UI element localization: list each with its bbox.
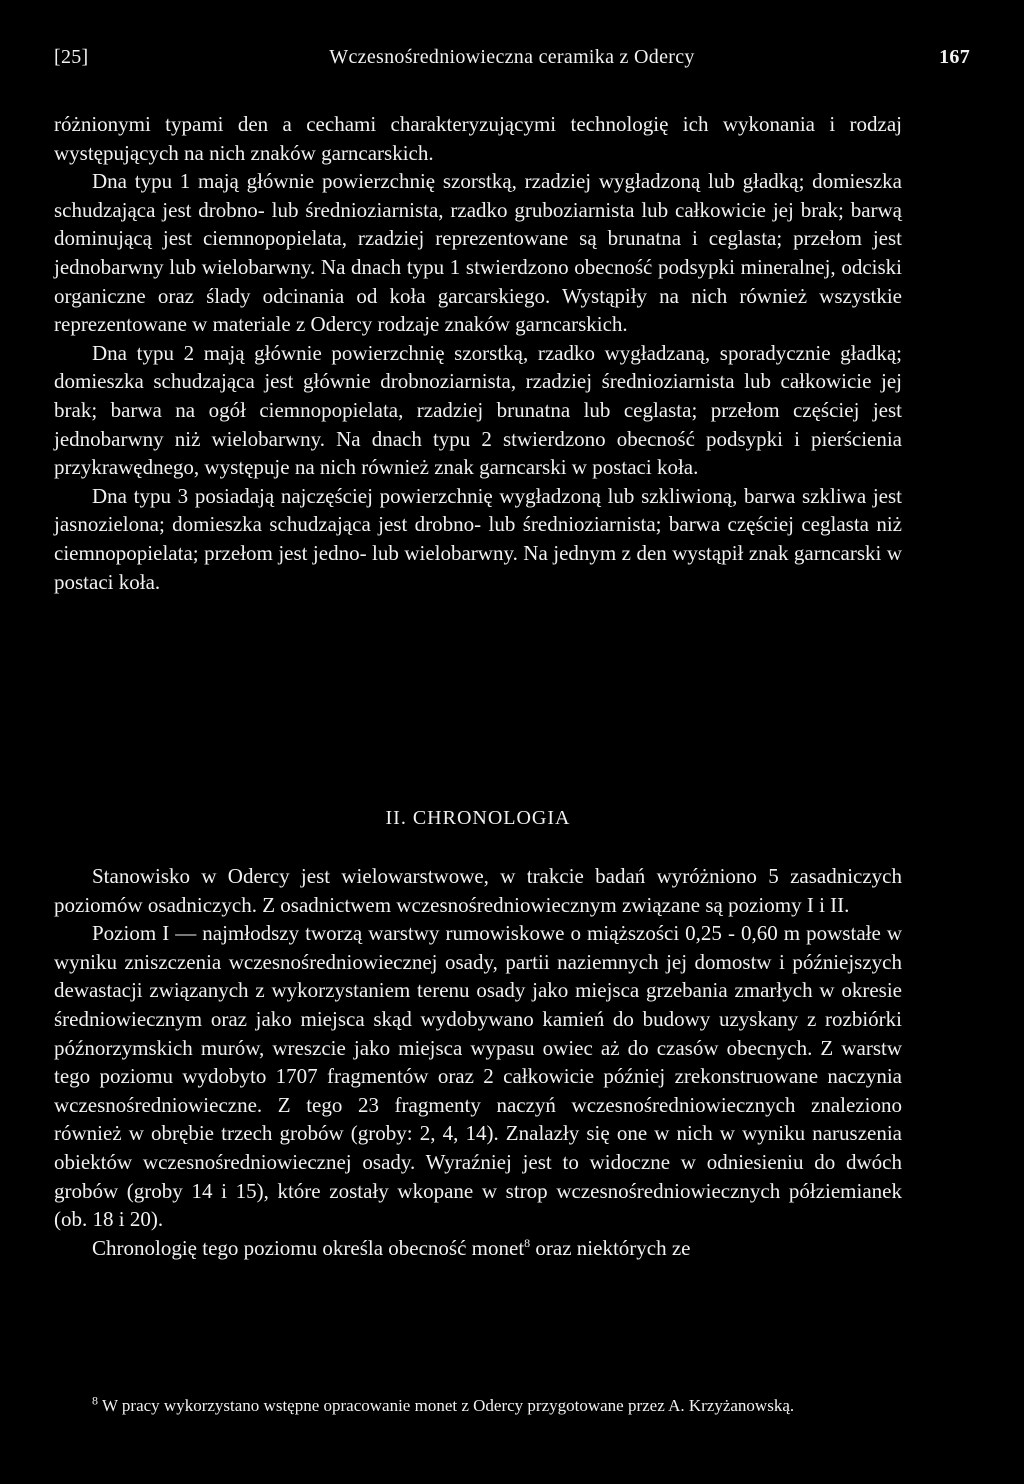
paragraph-text: Chronologię tego poziomu określa obecność monet bbox=[92, 1235, 525, 1260]
running-header bbox=[54, 46, 970, 78]
paragraph: Poziom I — najmłodszy tworzą warstwy rumowiskowe o miąższości 0,25 - 0,60 m powstałe w wyniku zniszczenia wczesnośredniowiecznej osady, partii naziemnych jej domostw i późniejszych dewastacji związanych z wykorzystaniem terenu osady jako miejsca grzebania zmarłych w okresie średniowiecznym oraz jako miejsca skąd wydobywano kamień do budowy uzyskany z rozbiórki późnorzymskich murów, wreszcie jako miejsca wypasu owiec aż do czasów obecnych. Z warstw tego poziomu wydobyto 1707 fragmentów oraz 2 całkowicie później zrekonstruowane naczynia wczesnośredniowieczne. Z tego 23 fragmenty naczyń wczesnośredniowiecznych znaleziono również w obrębie trzech grobów (groby: 2, 4, 14). Znalazły się one w nich w wyniku naruszenia obiektów wczesnośredniowiecznej osady. Wyraźniej jest to widoczne w odniesieniu do dwóch grobów (groby 14 i 15), które zostały wkopane w strop wczesnośredniowiecznych półziemianek (ob. 18 i 20). bbox=[54, 921, 902, 1232]
footnote-body: W pracy wykorzystano wstępne opracowanie monet z Odercy przygotowane przez A. Krzyżanowską. bbox=[98, 1396, 795, 1415]
paragraph: Dna typu 2 mają głównie powierzchnię szorstką, rzadko wygładzaną, sporadycznie gładką; domieszka schudzająca jest głównie drobnoziarnista, rzadziej średnioziarnista lub całkowicie jej brak; barwa na ogół ciemnopopielata, rzadziej brunatna lub ceglasta; przełom częściej jest jednobarwny niż wielobarwny. Na dnach typu 2 stwierdzono obecność podsypki i pierścienia przykrawędnego, występuje na nich również znak garncarski w postaci koła. bbox=[54, 340, 902, 480]
footnote-mark: 8 bbox=[92, 1393, 98, 1408]
paragraph: Stanowisko w Odercy jest wielowarstwowe, w trakcie badań wyróżniono 5 zasadniczych poziomów osadniczych. Z osadnictwem wczesnośredniowiecznym związane są poziomy I i II. bbox=[54, 864, 902, 917]
paragraph bbox=[54, 1234, 902, 1263]
section-text bbox=[54, 862, 902, 1262]
page-number: 167 bbox=[939, 46, 970, 68]
paragraph: Dna typu 1 mają głównie powierzchnię szorstką, rzadziej wygładzoną lub gładką; domieszka schudzająca jest drobno- lub średnioziarnista, rzadko gruboziarnista lub całkowicie jej brak; barwą dominującą jest ciemnopopielata, rzadziej reprezentowane są brunatna i ceglasta; przełom jest jednobarwny lub wielobarwny. Na dnach typu 1 stwierdzono obecność podsypki mineralnej, odciski organiczne oraz ślady odcinania od koła garcarskiego. Wystąpiły na nich również wszystkie reprezentowane w materiale z Odercy rodzaje znaków garncarskich. bbox=[54, 169, 902, 337]
footnote-text bbox=[54, 1394, 902, 1418]
footnote-reference: 8 bbox=[524, 1235, 531, 1250]
paragraph: Dna typu 3 posiadają najczęściej powierzchnię wygładzoną lub szkliwioną, barwa szkliwa jest jasnozielona; domieszka schudzająca jest drobno- lub średnioziarnista; barwa częściej ceglasta niż ciemnopopielata; przełom jest jedno- lub wielobarwny. Na jednym z den wystąpił znak garncarski w postaci koła. bbox=[54, 483, 902, 594]
section-heading: II. CHRONOLOGIA bbox=[385, 807, 571, 829]
paragraph-text: oraz niektórych ze bbox=[530, 1235, 691, 1260]
main-text bbox=[54, 110, 902, 596]
running-title: Wczesnośredniowieczna ceramika z Odercy bbox=[329, 46, 695, 68]
page-ref: [25] bbox=[54, 46, 89, 68]
paragraph: różnionymi typami den a cechami charakteryzującymi technologię ich wykonania i rodzaj występujących na nich znaków garncarskich. bbox=[54, 112, 902, 165]
footnote bbox=[54, 1394, 902, 1418]
